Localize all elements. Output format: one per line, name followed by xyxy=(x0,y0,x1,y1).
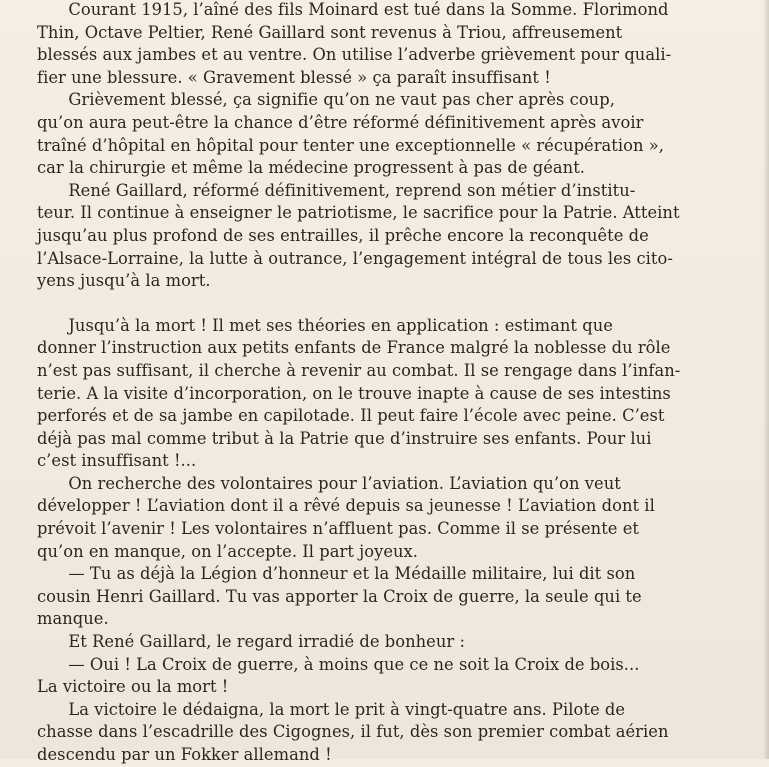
text-line: descendu par un Fokker allemand ! xyxy=(37,745,332,764)
text-line: Grièvement blessé, ça signifie qu’on ne vaut pas cher après coup, xyxy=(37,90,615,110)
text-line: blessés aux jambes et au ventre. On utilise l’adverbe grièvement pour quali- xyxy=(37,45,672,65)
text-line: teur. Il continue à enseigner le patriotisme, le sacrifice pour la Patrie. Atteint xyxy=(37,203,680,223)
text-line: déjà pas mal comme tribut à la Patrie que d’instruire ses enfants. Pour lui xyxy=(37,428,652,448)
paragraph-2 xyxy=(37,89,767,179)
text-line: n’est pas suffisant, il cherche à revenir au combat. Il se rengage dans l’infan- xyxy=(37,360,681,380)
paragraph-1 xyxy=(37,0,767,89)
text-line: Jusqu’à la mort ! Il met ses théories en application : estimant que xyxy=(37,315,613,335)
text-line: l’Alsace-Lorraine, la lutte à outrance, l’engagement intégral de tous les cito- xyxy=(37,248,673,268)
text-line: — Oui ! La Croix de guerre, à moins que ce ne soit la Croix de bois... xyxy=(37,654,640,674)
text-line: fier une blessure. « Gravement blessé » ça paraît insuffisant ! xyxy=(37,67,551,87)
paragraph-7 xyxy=(37,631,767,654)
paragraph-3 xyxy=(37,180,767,293)
text-line: Et René Gaillard, le regard irradié de bonheur : xyxy=(37,632,465,652)
text-line: c’est insuffisant !... xyxy=(37,451,197,471)
text-line: — Tu as déjà la Légion d’honneur et la Médaille militaire, lui dit son xyxy=(37,564,636,584)
text-line: La victoire ou la mort ! xyxy=(37,677,229,697)
text-line: développer ! L’aviation dont il a rêvé depuis sa jeunesse ! L’aviation dont il xyxy=(37,496,655,516)
text-line: René Gaillard, réformé définitivement, reprend son métier d’institu- xyxy=(37,180,636,200)
paragraph-6 xyxy=(37,563,767,631)
section-break xyxy=(37,293,767,315)
text-line: jusqu’au plus profond de ses entrailles, il prêche encore la reconquête de xyxy=(37,225,649,245)
paragraph-5 xyxy=(37,473,767,563)
text-line: manque. xyxy=(37,609,109,629)
text-line: qu’on aura peut-être la chance d’être réformé définitivement après avoir xyxy=(37,112,644,132)
text-line: cousin Henri Gaillard. Tu vas apporter la Croix de guerre, la seule qui te xyxy=(37,586,642,606)
text-line: Courant 1915, l’aîné des fils Moinard est tué dans la Somme. Florimond xyxy=(37,0,669,19)
text-line: yens jusqu’à la mort. xyxy=(37,271,211,291)
paragraph-9 xyxy=(37,699,767,767)
page-edge-shadow xyxy=(763,0,769,759)
paragraph-4 xyxy=(37,315,767,473)
text-line: donner l’instruction aux petits enfants de France malgré la noblesse du rôle xyxy=(37,338,671,358)
text-line: traîné d’hôpital en hôpital pour tenter une exceptionnelle « récupération », xyxy=(37,135,665,155)
text-line: prévoit l’avenir ! Les volontaires n’affluent pas. Comme il se présente et xyxy=(37,519,639,539)
page-text xyxy=(37,0,767,767)
text-line: Thin, Octave Peltier, René Gaillard sont revenus à Triou, affreusement xyxy=(37,22,623,42)
paragraph-8 xyxy=(37,654,767,699)
text-line: perforés et de sa jambe en capilotade. Il peut faire l’école avec peine. C’est xyxy=(37,406,665,426)
text-line: terie. A la visite d’incorporation, on le trouve inapte à cause de ses intestins xyxy=(37,383,671,403)
text-line: La victoire le dédaigna, la mort le prit à vingt-quatre ans. Pilote de xyxy=(37,699,626,719)
text-line: chasse dans l’escadrille des Cigognes, il fut, dès son premier combat aérien xyxy=(37,722,669,742)
text-line: On recherche des volontaires pour l’aviation. L’aviation qu’on veut xyxy=(37,473,621,493)
text-line: qu’on en manque, on l’accepte. Il part joyeux. xyxy=(37,541,419,561)
text-line: car la chirurgie et même la médecine progressent à pas de géant. xyxy=(37,158,586,178)
